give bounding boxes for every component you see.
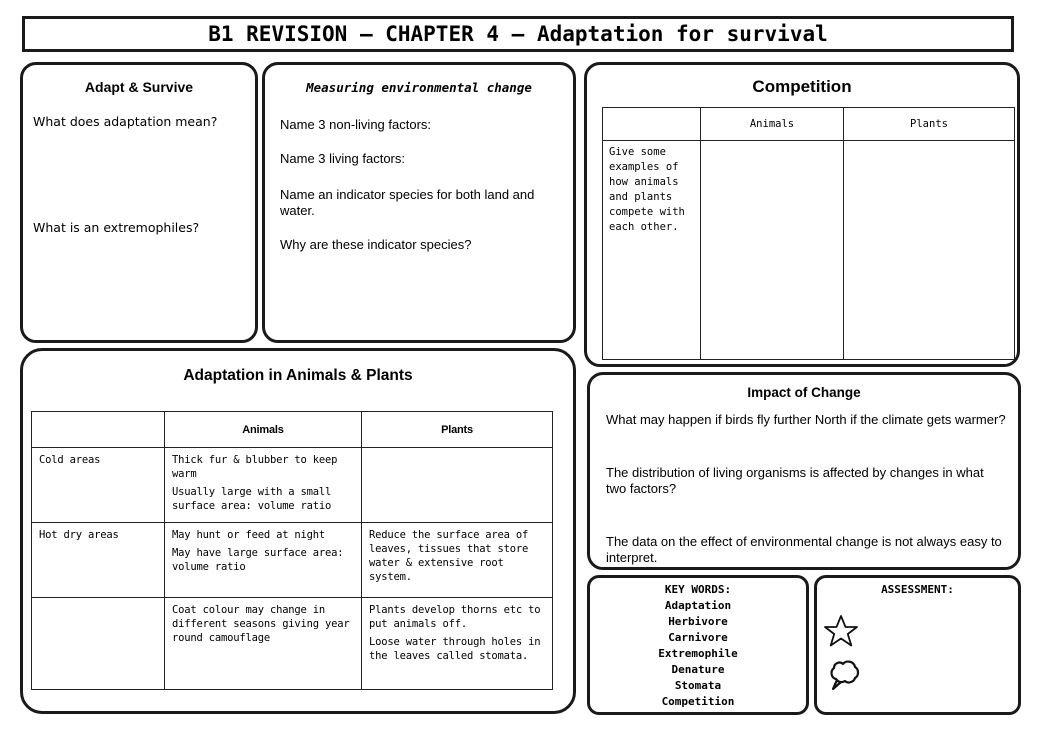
table-row [32, 523, 553, 598]
cold-animals-item: Usually large with a small surface area: volume ratio [172, 486, 332, 512]
competition-animals-cell[interactable] [701, 141, 844, 360]
competition-corner-cell [603, 108, 701, 141]
keyword-item: Denature [671, 663, 725, 676]
adaptation-corner-cell [32, 412, 165, 448]
keyword-item: Stomata [674, 679, 722, 692]
measuring-change-panel [262, 62, 576, 343]
impact-of-change-panel [587, 372, 1021, 570]
other-animals-item: Coat colour may change in different seasons giving year round camouflage [172, 604, 350, 644]
living-factors-question: Name 3 living factors: [280, 151, 405, 166]
thought-bubble-icon[interactable] [827, 658, 861, 692]
cold-animals-cell [165, 448, 362, 523]
hot-dry-animals-item: May hunt or feed at night [172, 529, 326, 541]
key-words-heading: KEY WORDS: [664, 583, 732, 596]
cold-animals-item: Thick fur & blubber to keep warm [172, 454, 338, 480]
table-row [32, 598, 553, 690]
other-plants-item: Plants develop thorns etc to put animals off. [369, 604, 541, 630]
assessment-panel [814, 575, 1021, 715]
competition-panel [584, 62, 1020, 367]
competition-heading: Competition [752, 77, 852, 96]
data-interpretation-note: The data on the effect of environmental change is not always easy to interpret. [606, 534, 1002, 565]
adaptation-table-heading: Adaptation in Animals & Plants [183, 367, 413, 384]
distribution-factors-question: The distribution of living organisms is affected by changes in what two factors? [606, 465, 984, 496]
adaptation-table [31, 411, 553, 690]
hot-dry-plants-cell [362, 523, 553, 598]
hot-dry-animals-item: May have large surface area: volume ratio [172, 547, 344, 573]
row-label-cold: Cold areas [32, 448, 165, 523]
hot-dry-plants-item: Reduce the surface area of leaves, tissues that store water & extensive root system. [369, 529, 529, 583]
page-title [22, 16, 1014, 52]
adapt-survive-panel [20, 62, 258, 343]
adaptation-question: What does adaptation mean? [33, 114, 218, 129]
other-plants-cell [362, 598, 553, 690]
non-living-factors-question: Name 3 non-living factors: [280, 117, 432, 132]
keyword-item: Carnivore [668, 631, 728, 644]
star-icon[interactable] [823, 614, 859, 648]
competition-col-plants: Plants [844, 108, 1015, 141]
row-label-blank[interactable] [32, 598, 165, 690]
measuring-change-heading: Measuring environmental change [306, 80, 532, 95]
cold-plants-cell[interactable] [362, 448, 553, 523]
adaptation-animals-plants-panel [20, 348, 576, 714]
row-label-hot-dry: Hot dry areas [32, 523, 165, 598]
other-animals-cell [165, 598, 362, 690]
adaptation-col-plants: Plants [362, 412, 553, 448]
hot-dry-animals-cell [165, 523, 362, 598]
competition-plants-cell[interactable] [844, 141, 1015, 360]
birds-north-question: What may happen if birds fly further North if the climate gets warmer? [606, 412, 1006, 427]
indicator-species-question: Name an indicator species for both land and water. [280, 187, 535, 218]
keyword-item: Adaptation [664, 599, 732, 612]
extremophile-question: What is an extremophiles? [33, 220, 200, 235]
competition-col-animals: Animals [701, 108, 844, 141]
keyword-item: Herbivore [668, 615, 728, 628]
keyword-item: Extremophile [658, 647, 738, 660]
keyword-item: Competition [661, 695, 735, 708]
other-plants-item: Loose water through holes in the leaves called stomata. [369, 636, 541, 662]
key-words-panel [587, 575, 809, 715]
competition-table [602, 107, 1015, 360]
adapt-survive-heading: Adapt & Survive [84, 79, 194, 95]
competition-row-label: Give some examples of how animals and plants compete with each other. [603, 141, 701, 360]
table-row [32, 448, 553, 523]
page-title-text: B1 REVISION – CHAPTER 4 – Adaptation for survival [208, 22, 828, 46]
adaptation-col-animals: Animals [165, 412, 362, 448]
assessment-heading: ASSESSMENT: [881, 583, 954, 596]
why-indicator-question: Why are these indicator species? [280, 237, 472, 252]
impact-heading: Impact of Change [747, 385, 861, 400]
